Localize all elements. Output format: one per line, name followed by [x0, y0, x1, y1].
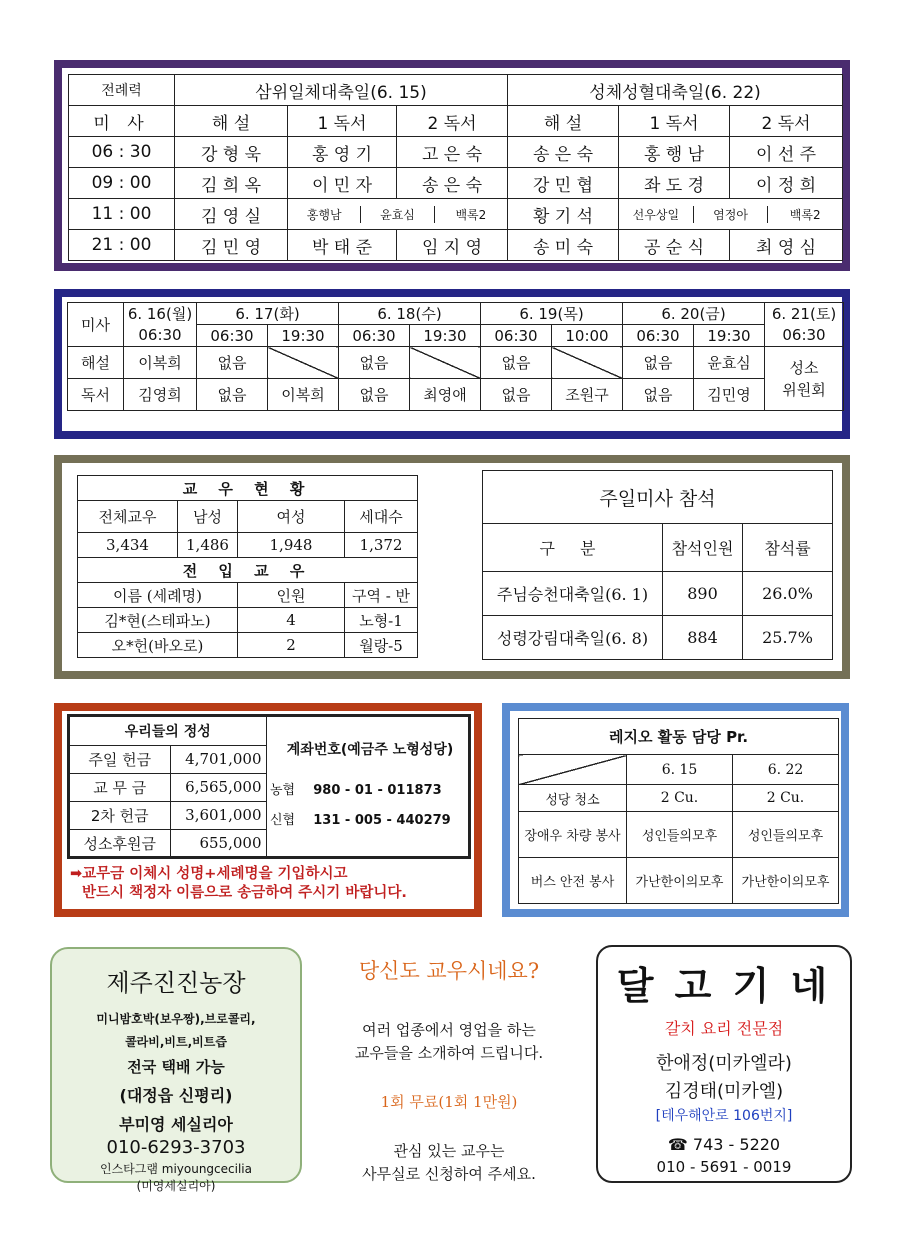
commentator: 없음: [623, 347, 694, 379]
col-label: 2 독서: [397, 106, 508, 137]
transfer-area: 노형-1: [345, 608, 418, 633]
restaurant-owner-1: 한애정(미카엘라): [656, 1053, 792, 1074]
transfer-area: 월랑-5: [345, 633, 418, 658]
reader: 없음: [339, 379, 410, 411]
note-line1: ➡교무금 이체시 성명+세례명을 기입하시고: [70, 866, 348, 882]
members-value: 1,948: [238, 533, 345, 558]
business-intro-ad: [313, 955, 585, 1184]
mass-time: 10:00: [552, 325, 623, 347]
mass-label: 미사: [68, 303, 124, 347]
empty-slot: [268, 347, 339, 379]
mass-time: 06:30: [339, 325, 410, 347]
schedule-row: [69, 199, 843, 230]
mass-time: 09 : 00: [69, 168, 175, 199]
farm-phone: 010-6293-3703: [106, 1137, 246, 1158]
feast1-title: 삼위일체대축일(6. 15): [175, 75, 508, 106]
ad-body-1: 여러 업종에서 영업을 하는: [362, 1021, 536, 1039]
date-header: 6. 18(수): [339, 303, 481, 325]
account-line: [270, 779, 470, 798]
account-line: [270, 809, 470, 828]
feast2-title: 성체성혈대축일(6. 22): [508, 75, 843, 106]
legio-duty: 장애우 차량 봉사: [519, 812, 627, 858]
saturday-vocation-cell: [765, 347, 844, 411]
attendance-row: [483, 572, 833, 616]
offering-row: [70, 745, 266, 773]
empty-slot: [552, 347, 623, 379]
legio-table: [518, 718, 839, 904]
mass-time: 19:30: [410, 325, 481, 347]
reader-name: 고 은 숙: [397, 137, 508, 168]
reader-name: 황 기 석: [508, 199, 619, 230]
restaurant-specialty: 갈치 요리 전문점: [664, 1019, 784, 1038]
reader: 김민영: [694, 379, 765, 411]
legio-assignee: 2 Cu.: [733, 785, 839, 812]
saturday-line2: 위원회: [782, 380, 826, 399]
attendance-header: 참석인원: [663, 524, 743, 572]
account-number: 980 - 01 - 011873: [313, 783, 442, 798]
legio-date: 6. 22: [733, 755, 839, 785]
members-header: 남성: [178, 501, 238, 533]
restaurant-phone-line: [598, 1135, 850, 1154]
reader-name: 박 태 준: [288, 230, 397, 261]
legio-duty: 성당 청소: [519, 785, 627, 812]
bank-accounts: [270, 739, 470, 839]
reader-name: 윤효심: [360, 206, 433, 223]
restaurant-phone-2: 010 - 5691 - 0019: [656, 1158, 792, 1176]
members-header: 전체교우: [78, 501, 178, 533]
offering-amount: 6,565,000: [170, 773, 266, 801]
legio-assignee: 성인들의모후: [627, 812, 733, 858]
reader-name: 최 영 심: [730, 230, 843, 261]
saturday-line1: 성소: [789, 358, 819, 377]
legio-assignee: 가난한이의모후: [733, 858, 839, 904]
sunday-schedule-panel: [54, 60, 850, 271]
transfer-header: 이름 (세례명): [78, 583, 238, 608]
legio-row: [519, 785, 839, 812]
reader: 없음: [623, 379, 694, 411]
attendance-label: 성령강림대축일(6. 8): [483, 616, 663, 660]
reader: 조원구: [552, 379, 623, 411]
reader-name: 김 영 실: [175, 199, 288, 230]
members-header: 여성: [238, 501, 345, 533]
mass-time: 21 : 00: [69, 230, 175, 261]
col-label: 2 독서: [730, 106, 843, 137]
farm-products-2: 콜라비,비트,비트즙: [125, 1035, 227, 1049]
mass-time: 19:30: [694, 325, 765, 347]
members-value: 1,372: [345, 533, 418, 558]
reader: 이복희: [268, 379, 339, 411]
farm-owner: 부미영 세실리아: [119, 1115, 233, 1134]
date-header: 6. 20(금): [623, 303, 765, 325]
reader-name: 송 은 숙: [397, 168, 508, 199]
commentator: 없음: [481, 347, 552, 379]
transfer-header: 구역 - 반: [345, 583, 418, 608]
members-title: 교 우 현 황: [78, 476, 418, 501]
mass-time: 06:30: [197, 325, 268, 347]
farm-products-1: 미니밤호박(보우짱),브로콜리,: [96, 1012, 256, 1026]
attendance-row: [483, 616, 833, 660]
split-readers-cell: [288, 199, 508, 230]
reader: 최영애: [410, 379, 481, 411]
reader-name: 이 민 자: [288, 168, 397, 199]
split-readers-cell: [619, 199, 843, 230]
farm-instagram-2: (미영세실리아): [136, 1179, 216, 1193]
offering-label: 2차 헌금: [70, 801, 170, 829]
reader-name: 공 순 식: [619, 230, 730, 261]
restaurant-address: [테우해안로 106번지]: [655, 1108, 793, 1124]
offering-row: [70, 829, 266, 857]
attendance-rate: 25.7%: [743, 616, 833, 660]
telephone-icon: ☎: [667, 1135, 688, 1154]
commentator: 이복희: [124, 347, 197, 379]
col-label: 해 설: [508, 106, 619, 137]
attendance-header: 참석률: [743, 524, 833, 572]
restaurant-ad: [596, 945, 852, 1183]
reader-name: 김 희 옥: [175, 168, 288, 199]
legio-panel: [502, 703, 849, 917]
attendance-table: [482, 470, 833, 660]
farm-name: 제주진진농장: [106, 969, 246, 997]
attendance-title: 주일미사 참석: [483, 471, 833, 524]
legio-date: 6. 15: [627, 755, 733, 785]
restaurant-owner-2: 김경태(미카엘): [664, 1081, 784, 1102]
reader-name: 백록2: [767, 206, 842, 223]
reader-name: 선우상일: [632, 207, 680, 222]
date-header: 6. 16(월): [124, 303, 197, 325]
transfer-count: 4: [238, 608, 345, 633]
note-line2: 반드시 책정자 이름으로 송금하여 주시기 바랍니다.: [82, 885, 407, 901]
mass-time: 06:30: [481, 325, 552, 347]
reader-name: 홍행남: [306, 207, 342, 222]
reader-name: 홍 영 기: [288, 137, 397, 168]
offering-label: 교 무 금: [70, 773, 170, 801]
transfer-row: [78, 633, 418, 658]
commentary-label: 해설: [68, 347, 124, 379]
transfer-row: [78, 608, 418, 633]
col-label: 해 설: [175, 106, 288, 137]
offering-amount: 4,701,000: [170, 745, 266, 773]
offerings-panel: [54, 703, 482, 917]
reader-name: 송 은 숙: [508, 137, 619, 168]
reader-name: 강 형 욱: [175, 137, 288, 168]
date-header: 6. 21(토): [765, 303, 844, 325]
sunday-schedule-table: [68, 74, 843, 261]
transfer-header: 인원: [238, 583, 345, 608]
attendance-header: 구 분: [483, 524, 663, 572]
mass-time: 11 : 00: [69, 199, 175, 230]
transfer-note: [70, 865, 407, 903]
offering-amount: 3,601,000: [170, 801, 266, 829]
farm-delivery: 전국 택배 가능: [127, 1058, 225, 1076]
members-value: 1,486: [178, 533, 238, 558]
offering-label: 주일 헌금: [70, 745, 170, 773]
reader: 없음: [197, 379, 268, 411]
bank-name: 농협: [270, 783, 296, 798]
bank-name: 신협: [270, 813, 296, 828]
mass-time: 06:30: [124, 325, 197, 347]
date-header: 6. 19(목): [481, 303, 623, 325]
offering-row: [70, 801, 266, 829]
reader-name: 송 미 숙: [508, 230, 619, 261]
reader-name: 이 선 주: [730, 137, 843, 168]
legio-assignee: 가난한이의모후: [627, 858, 733, 904]
attendance-label: 주님승천대축일(6. 1): [483, 572, 663, 616]
liturgical-calendar-label: 전례력: [69, 75, 175, 106]
attendance-rate: 26.0%: [743, 572, 833, 616]
members-header: 세대수: [345, 501, 418, 533]
mass-time: 06 : 30: [69, 137, 175, 168]
reader-name: 홍 행 남: [619, 137, 730, 168]
members-table: [77, 475, 418, 658]
attendance-count: 884: [663, 616, 743, 660]
reader-name: 좌 도 경: [619, 168, 730, 199]
mass-time: 06:30: [623, 325, 694, 347]
account-number: 131 - 005 - 440279: [313, 813, 451, 828]
reader-name: 백록2: [434, 206, 507, 223]
reader-name: 이 정 희: [730, 168, 843, 199]
commentator: 윤효심: [694, 347, 765, 379]
reader-name: 염정아: [693, 206, 768, 223]
reader-name: 김 민 영: [175, 230, 288, 261]
weekday-schedule-panel: [54, 289, 850, 439]
mass-time: 06:30: [765, 325, 844, 347]
transfer-count: 2: [238, 633, 345, 658]
ad-cta-1: 관심 있는 교우는: [393, 1142, 505, 1160]
mass-label: 미 사: [69, 106, 175, 137]
farm-ad: [50, 947, 302, 1193]
farm-location: (대정읍 신평리): [119, 1086, 233, 1105]
offerings-title: 우리들의 정성: [70, 717, 266, 745]
weekday-schedule-table: [67, 302, 844, 411]
reader: 없음: [481, 379, 552, 411]
offerings-box: [67, 714, 471, 859]
offering-label: 성소후원금: [70, 829, 170, 857]
legio-row: [519, 858, 839, 904]
legio-row: [519, 812, 839, 858]
legio-duty: 버스 안전 봉사: [519, 858, 627, 904]
transfer-title: 전 입 교 우: [78, 558, 418, 583]
transfer-name: 오*헌(바오로): [78, 633, 238, 658]
reader-name: 강 민 협: [508, 168, 619, 199]
date-header: 6. 17(화): [197, 303, 339, 325]
legio-assignee: 2 Cu.: [627, 785, 733, 812]
members-panel: [54, 455, 850, 679]
commentator: 없음: [197, 347, 268, 379]
restaurant-phone-1: 743 - 5220: [692, 1135, 781, 1154]
legio-title: 레지오 활동 담당 Pr.: [519, 719, 839, 755]
members-value: 3,434: [78, 533, 178, 558]
attendance-count: 890: [663, 572, 743, 616]
account-title: 계좌번호(예금주 노형성당): [286, 742, 454, 758]
ad-cta-2: 사무실로 신청하여 주세요.: [362, 1165, 536, 1183]
offering-amount: 655,000: [170, 829, 266, 857]
schedule-row: [69, 137, 843, 168]
offering-row: [70, 773, 266, 801]
legio-corner: [519, 755, 627, 785]
transfer-name: 김*현(스테파노): [78, 608, 238, 633]
ad-body-2: 교우들을 소개하여 드립니다.: [354, 1044, 544, 1062]
schedule-row: [69, 230, 843, 261]
reading-label: 독서: [68, 379, 124, 411]
ad-price: 1회 무료(1회 1만원): [380, 1093, 518, 1111]
legio-assignee: 성인들의모후: [733, 812, 839, 858]
farm-instagram-1: 인스타그램 miyoungcecilia: [99, 1162, 252, 1176]
schedule-row: [69, 168, 843, 199]
reader: 김영희: [124, 379, 197, 411]
ad-headline: 당신도 교우시네요?: [358, 959, 540, 983]
col-label: 1 독서: [288, 106, 397, 137]
col-label: 1 독서: [619, 106, 730, 137]
offerings-table: [70, 717, 267, 857]
commentator: 없음: [339, 347, 410, 379]
restaurant-name: 달 고 기 네: [616, 964, 832, 1008]
mass-time: 19:30: [268, 325, 339, 347]
reader-name: 임 지 영: [397, 230, 508, 261]
empty-slot: [410, 347, 481, 379]
